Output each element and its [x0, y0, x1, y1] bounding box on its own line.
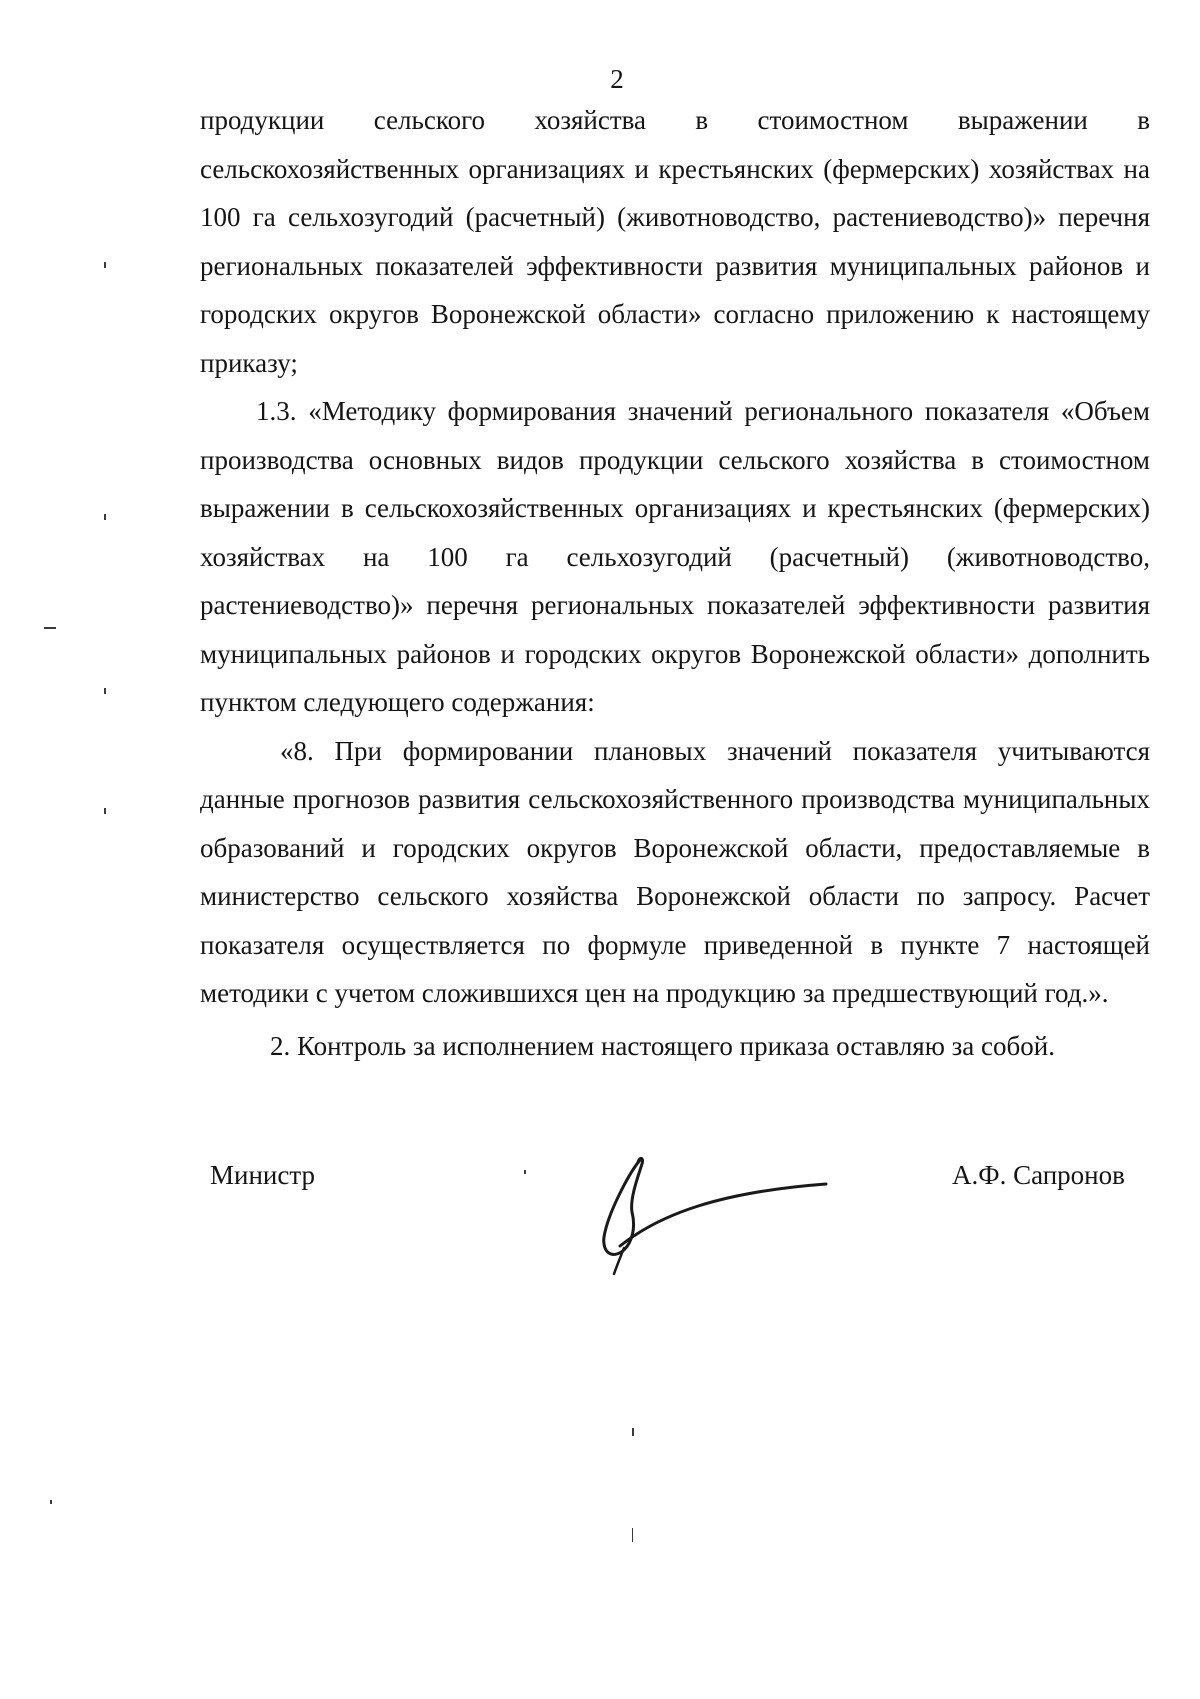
page-number: 2 [610, 64, 624, 94]
handwritten-signature [590, 1142, 850, 1277]
document-body [200, 96, 1150, 1070]
scan-speck [104, 514, 106, 520]
paragraph-control: 2. Контроль за исполнением настоящего приказа оставляю за собой. [270, 1030, 1055, 1061]
scan-speck [44, 627, 56, 629]
signatory-title: Министр [210, 1160, 315, 1190]
scan-speck [104, 688, 106, 694]
signatory-name: А.Ф. Сапронов [952, 1160, 1125, 1190]
scan-speck [104, 262, 106, 268]
scan-speck [50, 1500, 52, 1504]
scan-speck [632, 1528, 633, 1542]
scan-speck [524, 1170, 526, 1174]
paragraph-item-1-3: 1.3. «Методику формирования значений регионального показателя «Объем производства основных видов продукции сельского хозяйства в стоимостном выражении в сельскохозяйственных организациях и крестьянских (фермерских) хозяйствах на 100 га сельхозугодий (расчетный) (животноводство, растениеводство)» перечня региональных показателей эффективности развития муниципальных районов и городских округов Воронежской области» дополнить пунктом следующего содержания: [200, 396, 1150, 717]
paragraph-item-8: «8. При формировании плановых значений показателя учитываются данные прогнозов развития сельскохозяйственного производства муниципальных образований и городских округов Воронежской области, предоставляемые в министерство сельского хозяйства Воронежской области по запросу. Расчет показателя осуществляется по формуле приведенной в пункте 7 настоящей методики с учетом сложившихся цен на продукцию за предшествующий год.». [200, 735, 1150, 1008]
paragraph-continuation: продукции сельского хозяйства в стоимостном выражении в сельскохозяйственных организациях и крестьянских (фермерских) хозяйствах на 100 га сельхозугодий (расчетный) (животноводство, растениеводство)» перечня региональных показателей эффективности развития муниципальных районов и городских округов Воронежской области» согласно приложению к настоящему приказу; [200, 105, 1150, 378]
scan-speck [632, 1428, 634, 1436]
scan-speck [104, 808, 106, 814]
